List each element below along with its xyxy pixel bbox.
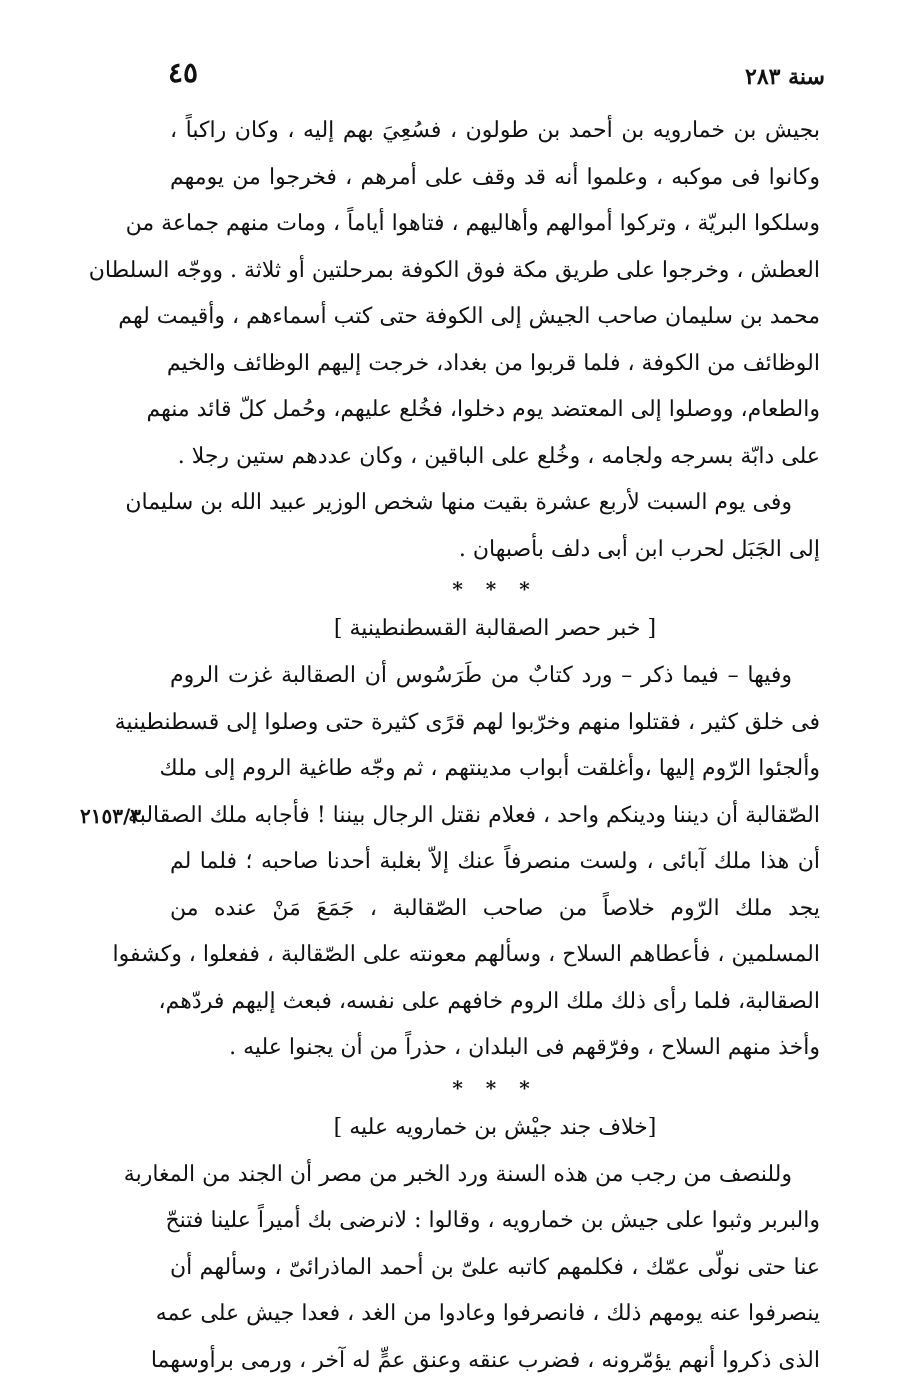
text-line: المسلمين ، فأعطاهم السلاح ، وسألهم معونته على الصّقالبة ، ففعلوا ، وكشفوا <box>170 932 820 979</box>
page-header <box>160 52 825 92</box>
text-line: الصّقالبة أن ديننا ودينكم واحد ، فعلام نقتل الرجال بيننا ! فأجابه ملك الصقالبة <box>170 793 820 840</box>
section-2-body <box>170 1152 820 1384</box>
text-line: يجد ملك الرّوم خلاصاً من صاحب الصّقالبة ، جَمَعَ مَنْ عنده من <box>170 886 820 933</box>
page-number: ٤٥ <box>168 56 198 89</box>
text-line: محمد بن سليمان صاحب الجيش إلى الكوفة حتى كتب أسماءهم ، وأقيمت لهم <box>170 294 820 341</box>
text-line: والطعام، ووصلوا إلى المعتضد يوم دخلوا، فخُلع عليهم، وحُمل كلّ قائد منهم <box>170 387 820 434</box>
text-line: الصقالبة، فلما رأى ذلك ملك الروم خافهم على نفسه، فبعث إليهم فردّهم، <box>170 979 820 1026</box>
text-line: الذى ذكروا أنهم يؤمّرونه ، فضرب عنقه وعنق عمٍّ له آخر ، ورمى برأوسهما <box>170 1338 820 1384</box>
text-line: وسلكوا البريّة ، وتركوا أموالهم وأهاليهم ، فتاهوا أياماً ، ومات منهم جماعة من <box>170 201 820 248</box>
paragraph-2 <box>170 480 820 573</box>
text-line: فى خلق كثير ، فقتلوا منهم وخرّبوا لهم قرًى كثيرة حتى وصلوا إلى قسطنطينية <box>170 700 820 747</box>
section-separator: * * * <box>170 1072 820 1104</box>
running-head: سنة ٢٨٣ <box>745 64 825 90</box>
text-line: وأخذ منهم السلاح ، وفرّقهم فى البلدان ، حذراً من أن يجنوا عليه . <box>170 1025 820 1072</box>
section-separator: * * * <box>170 573 820 605</box>
section-1-body <box>170 653 820 1072</box>
text-line: والبربر وثبوا على جيش بن خمارويه ، وقالوا : لانرضى بك أميراً علينا فتنحّ <box>170 1198 820 1245</box>
text-body <box>170 108 820 1384</box>
text-line: بجيش بن خمارويه بن أحمد بن طولون ، فسُعِيَ بهم إليه ، وكان راكباً ، <box>170 108 820 155</box>
text-line: على دابّة بسرجه ولجامه ، وخُلع على الباقين ، وكان عددهم ستين رجلا . <box>170 434 820 481</box>
text-line: وفى يوم السبت لأربع عشرة بقيت منها شخص الوزير عبيد الله بن سليمان <box>170 480 820 527</box>
text-line: إلى الجَبَل لحرب ابن أبى دلف بأصبهان . <box>170 527 820 574</box>
margin-reference: ٢١٥٣/٣ <box>80 804 141 828</box>
text-line: أن هذا ملك آبائى ، ولست منصرفاً عنك إلاّ بغلبة أحدنا صاحبه ؛ فلما لم <box>170 839 820 886</box>
text-line: الوظائف من الكوفة ، فلما قربوا من بغداد، خرجت إليهم الوظائف والخيم <box>170 341 820 388</box>
text-line: وفيها – فيما ذكر – ورد كتابٌ من طَرَسُوس أن الصقالبة غزت الروم <box>170 653 820 700</box>
text-line: وكانوا فى موكبه ، وعلموا أنه قد وقف على أمرهم ، فخرجوا من يومهم <box>170 155 820 202</box>
text-line: عنا حتى نولّى عمّك ، فكلمهم كاتبه علىّ بن أحمد الماذرائىّ ، وسألهم أن <box>170 1245 820 1292</box>
text-line: وألجئوا الرّوم إليها ،وأغلقت أبواب مدينتهم ، ثم وجّه طاغية الروم إلى ملك <box>170 746 820 793</box>
section-title: [ خبر حصر الصقالبة القسطنطينية ] <box>170 605 820 653</box>
paragraph-1 <box>170 108 820 480</box>
text-line: ينصرفوا عنه يومهم ذلك ، فانصرفوا وعادوا من الغد ، فعدا جيش على عمه <box>170 1291 820 1338</box>
section-title: [خلاف جند جيْش بن خمارويه عليه ] <box>170 1104 820 1152</box>
text-line: العطش ، وخرجوا على طريق مكة فوق الكوفة بمرحلتين أو ثلاثة . ووجّه السلطان <box>170 248 820 295</box>
text-line: وللنصف من رجب من هذه السنة ورد الخبر من مصر أن الجند من المغاربة <box>170 1152 820 1199</box>
